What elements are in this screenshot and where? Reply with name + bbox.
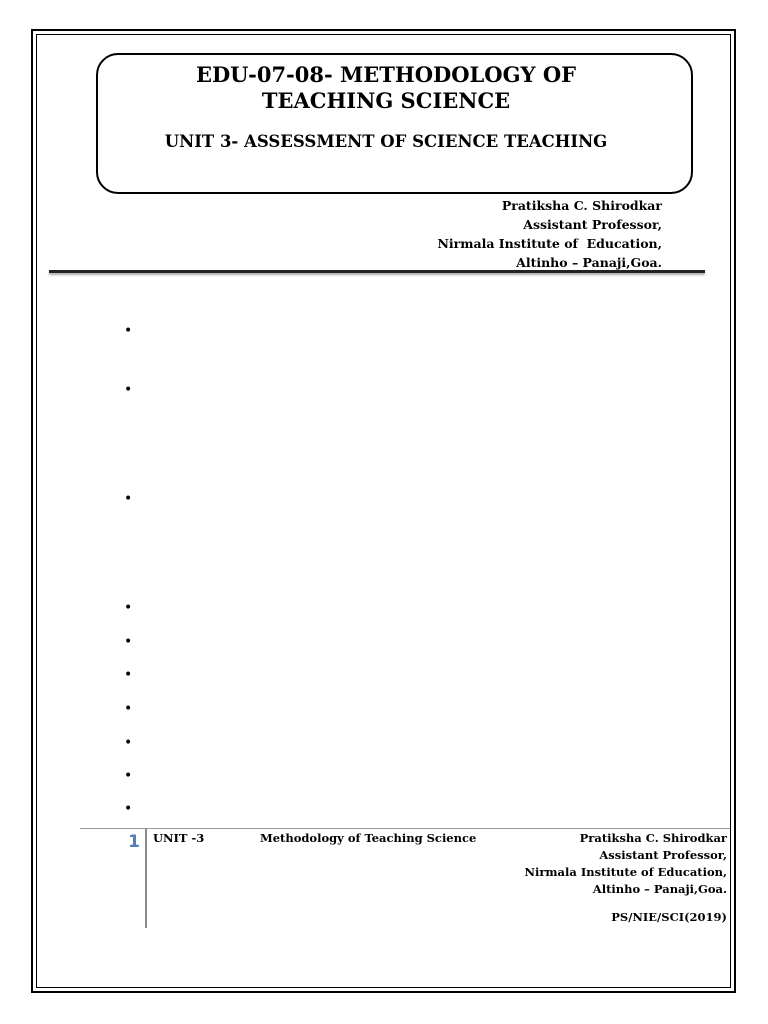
footer-author-block xyxy=(524,830,727,898)
author-institute: Nirmala Institute of Education, xyxy=(437,236,662,251)
author-name: Pratiksha C. Shirodkar xyxy=(501,198,662,213)
footer-vertical-rule xyxy=(145,828,147,928)
footer-document-code: PS/NIE/SCI(2019) xyxy=(611,910,727,924)
footer-author-name: Pratiksha C. Shirodkar xyxy=(579,831,727,845)
bullet-point: • xyxy=(124,667,133,683)
bullet-point: • xyxy=(124,323,133,339)
bullet-point: • xyxy=(124,382,133,398)
footer-course: Methodology of Teaching Science xyxy=(260,831,477,845)
bullet-point: • xyxy=(124,701,133,717)
bullet-point: • xyxy=(124,634,133,650)
bullet-point: • xyxy=(124,491,133,507)
bullet-point: • xyxy=(124,735,133,751)
header-divider xyxy=(49,270,705,273)
footer-unit: UNIT -3 xyxy=(153,831,205,845)
footer-author-role: Assistant Professor, xyxy=(599,848,727,862)
footer-author-institute: Nirmala Institute of Education, xyxy=(524,865,727,879)
author-location: Altinho – Panaji,Goa. xyxy=(516,255,662,270)
document-title xyxy=(96,62,676,114)
bullet-point: • xyxy=(124,768,133,784)
bullet-point: • xyxy=(124,600,133,616)
page-number: 1 xyxy=(128,832,140,852)
author-block xyxy=(437,196,662,272)
unit-title: UNIT 3- ASSESSMENT OF SCIENCE TEACHING xyxy=(164,132,608,151)
author-role: Assistant Professor, xyxy=(523,217,662,232)
title-line-2: TEACHING SCIENCE xyxy=(261,88,511,113)
footer-divider xyxy=(80,828,730,829)
title-line-1: EDU-07-08- METHODOLOGY OF xyxy=(195,62,577,87)
footer-author-location: Altinho – Panaji,Goa. xyxy=(592,882,727,896)
bullet-point: • xyxy=(124,801,133,817)
